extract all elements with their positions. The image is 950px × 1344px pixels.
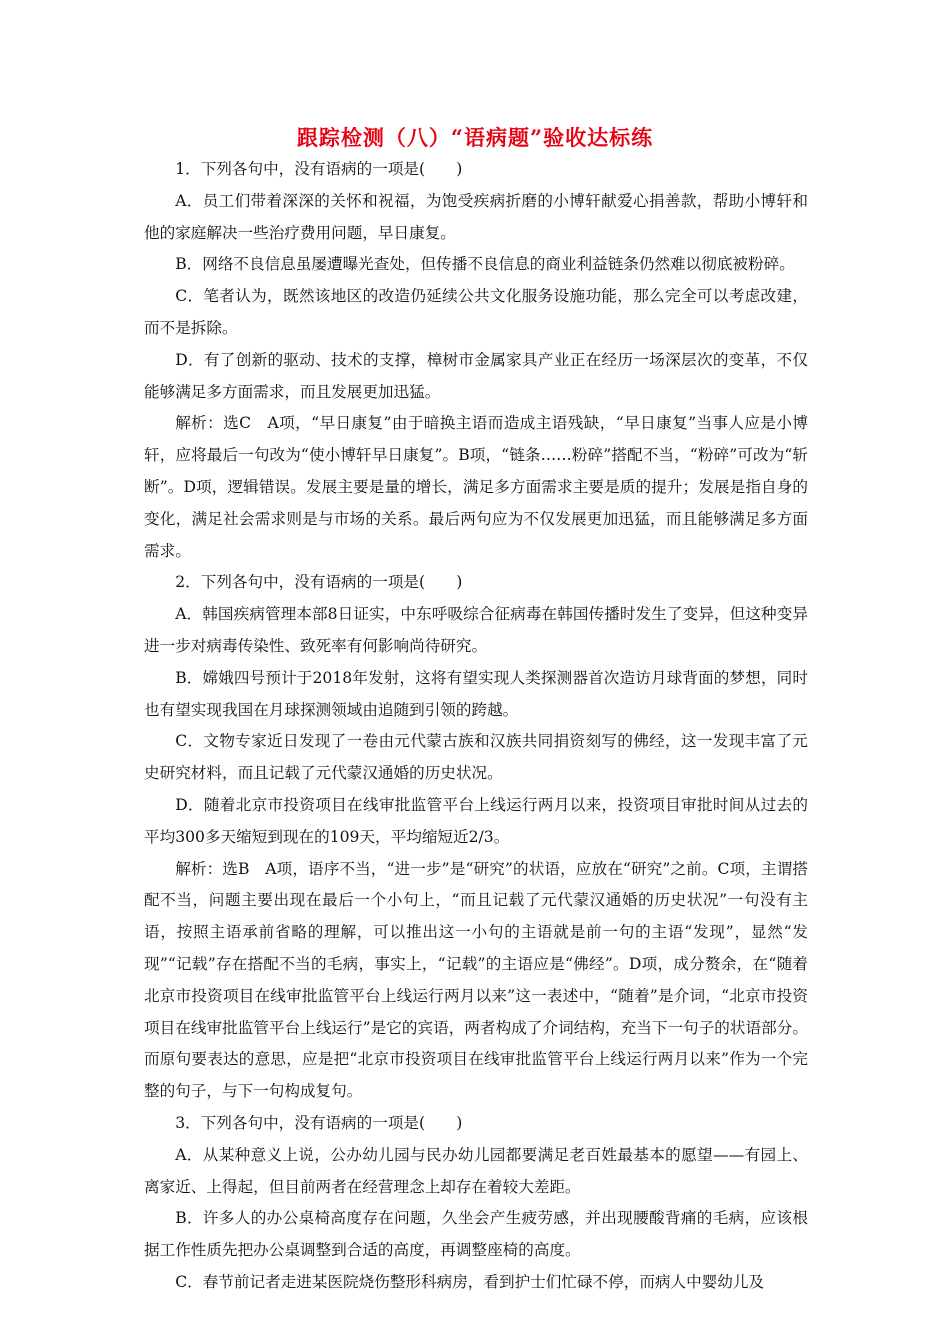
- question-2-option-a: A．韩国疾病管理本部8日证实，中东呼吸综合征病毒在韩国传播时发生了变异，但这种变异进一步对病毒传染性、致死率有何影响尚待研究。: [144, 605, 808, 655]
- question-3-option-a: A．从某种意义上说，公办幼儿园与民办幼儿园都要满足老百姓最基本的愿望——有园上、离家近、上得起，但目前两者在经营理念上却存在着较大差距。: [144, 1145, 808, 1196]
- question-3-option-b: B．许多人的办公桌椅高度存在问题，久坐会产生疲劳感，并出现腰酸背痛的毛病，应该根据工作性质先把办公桌调整到合适的高度，再调整座椅的高度。: [144, 1209, 808, 1260]
- question-1-option-c: C．笔者认为，既然该地区的改造仍延续公共文化服务设施功能，那么完全可以考虑改建，而不是拆除。: [144, 287, 808, 337]
- question-1-analysis: 解析：选C A项，“早日康复”由于暗换主语而造成主语残缺，“早日康复”当事人应是小博轩，应将最后一句改为“使小博轩早日康复”。B项，“链条……粉碎”搭配不当，“粉碎”可改为“斩断”。D项，逻辑错误。发展主要是量的增长，满足多方面需求主要是质的提升；发展是指自身的变化，满足社会需求则是与市场的关系。最后两句应为不仅发展更加迅猛，而且能够满足多方面需求。: [144, 414, 808, 560]
- document-body: [144, 154, 808, 1299]
- question-1-stem: 1．下列各句中，没有语病的一项是( ): [175, 160, 463, 178]
- question-3-option-c: C．春节前记者走进某医院烧伤整形科病房，看到护士们忙碌不停，而病人中婴幼儿及: [175, 1272, 765, 1291]
- document-title: 跟踪检测（八）“语病题”验收达标练: [296, 125, 654, 150]
- question-1-option-a: A．员工们带着深深的关怀和祝福，为饱受疾病折磨的小博轩献爱心捐善款，帮助小博轩和他的家庭解决一些治疗费用问题，早日康复。: [144, 191, 808, 242]
- question-2-option-c: C．文物专家近日发现了一卷由元代蒙古族和汉族共同捐资刻写的佛经，这一发现丰富了元史研究材料，而且记载了元代蒙汉通婚的历史状况。: [144, 732, 808, 783]
- question-1-option-d: D．有了创新的驱动、技术的支撑，樟树市金属家具产业正在经历一场深层次的变革，不仅能够满足多方面需求，而且发展更加迅猛。: [144, 350, 808, 401]
- question-2-analysis: 解析：选B A项，语序不当，“进一步”是“研究”的状语，应放在“研究”之前。C项，主谓搭配不当，问题主要出现在最后一个小句上，“而且记载了元代蒙汉通婚的历史状况”一句没有主语，按照主语承前省略的理解，可以推出这一小句的主语就是前一句的主语“发现”，显然“发现”“记载”存在搭配不当的毛病，事实上，“记载”的主语应是“佛经”。D项，成分赘余，在“随着北京市投资项目在线审批监管平台上线运行两月以来”这一表述中，“随着”是介词，“北京市投资项目在线审批监管平台上线运行”是它的宾语，两者构成了介词结构，充当下一句子的状语部分。而原句要表达的意思，应是把“北京市投资项目在线审批监管平台上线运行两月以来”作为一个完整的句子，与下一句构成复句。: [144, 859, 808, 1101]
- question-1-option-b: B．网络不良信息虽屡遭曝光查处，但传播不良信息的商业利益链条仍然难以彻底被粉碎。: [175, 255, 795, 274]
- question-2-option-d: D．随着北京市投资项目在线审批监管平台上线运行两月以来，投资项目审批时间从过去的平均300多天缩短到现在的109天，平均缩短近2/3。: [144, 795, 808, 846]
- question-2-option-b: B．嫦娥四号预计于2018年发射，这将有望实现人类探测器首次造访月球背面的梦想，同时也有望实现我国在月球探测领域由追随到引领的跨越。: [144, 668, 808, 719]
- question-3-stem: 3．下列各句中，没有语病的一项是( ): [175, 1113, 463, 1132]
- question-2-stem: 2．下列各句中，没有语病的一项是( ): [175, 573, 463, 592]
